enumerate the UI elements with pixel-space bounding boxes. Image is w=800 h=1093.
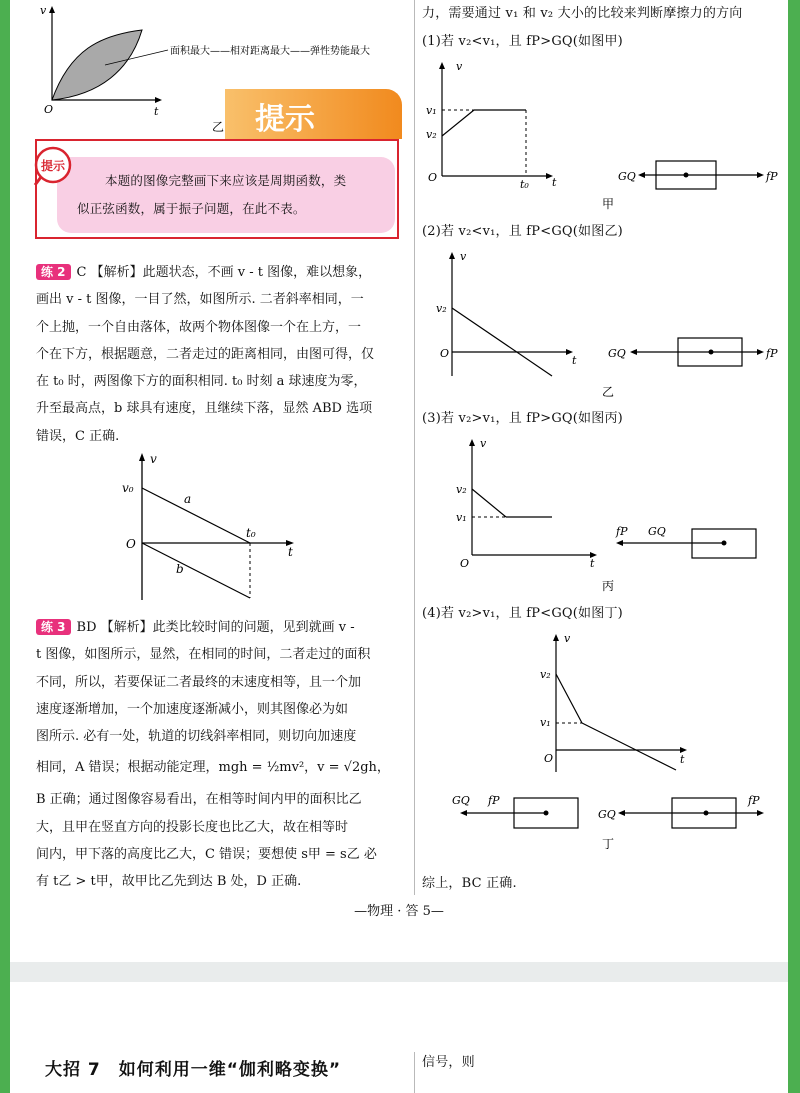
yi-t: t	[572, 354, 577, 367]
ex2-line-4: 个在下方，根据题意，二者走过的距离相同，由图可得，仅	[36, 346, 375, 362]
bing-t: t	[590, 557, 595, 570]
case-3-text: (3)若 v₂>v₁，且 fP>GQ(如图丙)	[422, 411, 623, 426]
ex2-line-1: C 【解析】此题状态，不画 v - t 图像，难以想象，	[76, 265, 372, 280]
yi-GQ: GQ	[608, 347, 626, 360]
jia-t0: t₀	[520, 178, 529, 191]
jia-GQ: GQ	[618, 170, 636, 183]
yi-label: 乙	[602, 385, 615, 399]
column-divider	[414, 0, 415, 895]
ex2-line-2: 画出 v - t 图像，一目了然，如图所示. 二者斜率相同，一	[36, 292, 364, 308]
ding-label: 丁	[602, 837, 615, 851]
ex2-a-label: a	[184, 492, 192, 506]
ex2-line-3: 个上抛，一个自由落体，故两个物体图像一个在上方，一	[36, 319, 362, 335]
ex3-line-2: t 图像，如图所示，显然，在相同的时间，二者走过的面积	[36, 647, 371, 663]
bing-label: 丙	[602, 579, 615, 593]
yi-v2: v₂	[436, 302, 447, 315]
ex3-line-4: 速度逐渐增加，一个加速度逐渐减小，则其图像必为如	[36, 701, 349, 717]
ex2-b-label: b	[176, 562, 184, 576]
ex2-line-7: 错误，C 正确.	[36, 428, 120, 444]
case-4-text: (4)若 v₂>v₁，且 fP<GQ(如图丁)	[422, 606, 623, 621]
origin-label: O	[44, 103, 54, 116]
axis-v-label: v	[40, 4, 47, 17]
jia-O: O	[428, 171, 438, 184]
yi-fP: fP	[766, 347, 778, 360]
bing-v2: v₂	[456, 483, 467, 496]
area-annotation: 面积最大——相对距离最大——弹性势能最大	[170, 46, 370, 57]
graph-ding	[420, 630, 790, 852]
ex3-line-8: 大，且甲在竖直方向的投影长度也比乙大，故在相等时	[36, 819, 349, 835]
ex2-line-6: 升至最高点，b 球具有速度，且继续下落，显然 ABD 选项	[36, 401, 373, 417]
right-intro: 力，需要通过 v₁ 和 v₂ 大小的比较来判断摩擦力的方向	[422, 6, 743, 21]
ex3-line-10: 有 t乙 > t甲，故甲比乙先到达 B 处，D 正确.	[36, 874, 302, 890]
ex3-line-6: 相同，A 错误；根据动能定理，mgh = ½mv²，v = √2gh，	[36, 760, 390, 776]
ex2-origin-label: O	[126, 537, 136, 551]
bing-fP: fP	[616, 525, 628, 538]
graph-jia	[420, 58, 790, 211]
ding-O: O	[544, 752, 554, 765]
ding-t: t	[680, 753, 685, 766]
jia-v2: v₂	[426, 128, 437, 141]
exercise-2-tag: 练 2	[36, 264, 71, 280]
ex2-t-label: t	[288, 545, 293, 559]
ding-v2: v₂	[540, 668, 551, 681]
ex3-line-1: BD 【解析】此类比较时间的问题，见到就画 v -	[76, 620, 355, 635]
jia-v1: v₁	[426, 104, 437, 117]
jia-fP: fP	[766, 170, 778, 183]
hint-badge-text: 提示	[41, 159, 66, 173]
page-gap	[10, 962, 788, 982]
exercise-3-tag: 练 3	[36, 619, 71, 635]
next-right-line: 信号，则	[422, 1055, 475, 1070]
bing-O: O	[460, 557, 470, 570]
ding-v1: v₁	[540, 716, 551, 729]
ding-left-fP: fP	[488, 794, 500, 807]
hint-line-2: 似正弦函数，属于振子问题，在此不表。	[77, 201, 306, 216]
exercise-2	[36, 259, 394, 450]
hint-banner: 提示	[225, 89, 402, 139]
exercise-3	[36, 614, 394, 896]
graph-bing	[420, 435, 790, 595]
ding-right-GQ: GQ	[598, 808, 616, 821]
ding-right-fP: fP	[748, 794, 760, 807]
hint-line-1: 本题的图像完整画下来应该是周期函数，类	[105, 173, 347, 188]
yi-v: v	[460, 250, 467, 263]
column-divider-2	[414, 1052, 415, 1093]
yi-O: O	[440, 347, 450, 360]
answer-page	[10, 0, 788, 962]
ex3-line-9: 间内，甲下落的高度比乙大，C 错误；要想使 s甲 = s乙 必	[36, 847, 377, 863]
ex2-v-label: v	[150, 452, 157, 466]
conclusion: 综上，BC 正确.	[422, 876, 517, 891]
ding-left-GQ: GQ	[452, 794, 470, 807]
graph-yi	[420, 248, 790, 400]
hint-badge-icon	[33, 145, 77, 189]
page-footer: —物理 · 答 5—	[354, 904, 444, 919]
ding-v: v	[564, 632, 571, 645]
figure-label-yi: 乙	[212, 120, 225, 134]
jia-v: v	[456, 60, 463, 73]
hint-content	[57, 157, 395, 233]
jia-label: 甲	[602, 197, 615, 211]
ex2-vt-graph	[120, 448, 320, 608]
bing-v: v	[480, 437, 487, 450]
section-heading: 大招 7 如何利用一维“伽利略变换”	[45, 1060, 342, 1080]
bing-GQ: GQ	[648, 525, 666, 538]
hint-box	[35, 139, 399, 239]
case-2-text: (2)若 v₂<v₁，且 fP<GQ(如图乙)	[422, 224, 623, 239]
case-1-text: (1)若 v₂<v₁，且 fP>GQ(如图甲)	[422, 34, 623, 49]
ex2-line-5: 在 t₀ 时，两图像下方的面积相同. t₀ 时刻 a 球速度为零，	[36, 374, 367, 390]
ex2-t0-label: t₀	[246, 526, 256, 540]
axis-t-label: t	[154, 105, 159, 118]
ex2-v0-label: v₀	[122, 481, 134, 495]
jia-t: t	[552, 176, 557, 189]
bing-v1: v₁	[456, 511, 467, 524]
ex3-line-7: B 正确；通过图像容易看出，在相等时间内甲的面积比乙	[36, 792, 362, 808]
ex3-line-5: 图所示. 必有一处，轨道的切线斜率相同，则切向加速度	[36, 729, 357, 745]
ex3-line-3: 不同，所以，若要保证二者最终的末速度相等，且一个加	[36, 674, 362, 690]
